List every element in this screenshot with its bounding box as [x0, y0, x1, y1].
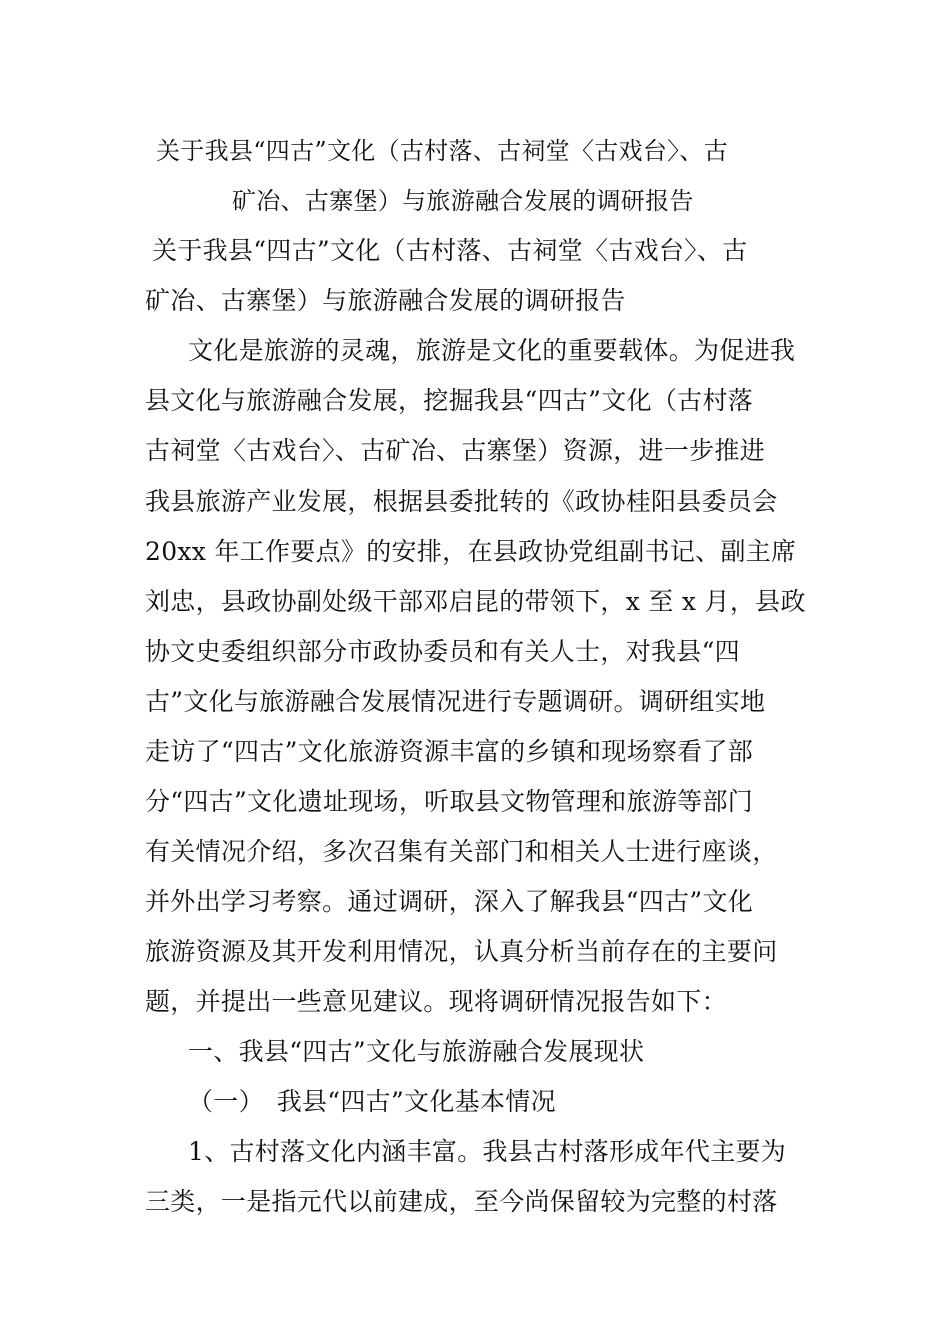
body-title-line-1: 关于我县“四古”文化（古村落、古祠堂〈古戏台〉、古: [152, 236, 748, 265]
intro-line-7: 协文史委组织部分市政协委员和有关人士，对我县“四: [145, 637, 740, 666]
subsection-heading: （一） 我县“四古”文化基本情况: [188, 1087, 556, 1116]
intro-line-14: 题，并提出一些意见建议。现将调研情况报告如下：: [145, 987, 727, 1016]
intro-line-4: 我县旅游产业发展，根据县委批转的《政协桂阳县委员会: [145, 487, 778, 516]
intro-line-5: 20xx 年工作要点》的安排，在县政协党组副书记、副主席: [145, 537, 797, 566]
intro-line-6: 刘忠，县政协副处级干部邓启昆的带领下，x 至 x 月，县政: [145, 587, 806, 616]
intro-line-13: 旅游资源及其开发利用情况，认真分析当前存在的主要问: [145, 937, 778, 966]
intro-line-9: 走访了“四古”文化旅游资源丰富的乡镇和现场察看了部: [145, 737, 754, 766]
intro-line-12: 并外出学习考察。通过调研，深入了解我县“四古”文化: [145, 887, 754, 916]
section-heading: 一、我县“四古”文化与旅游融合发展现状: [188, 1037, 645, 1066]
item1-line-2: 三类，一是指元代以前建成，至今尚保留较为完整的村落: [145, 1187, 778, 1216]
intro-line-3: 古祠堂〈古戏台〉、古矿冶、古寨堡）资源，进一步推进: [145, 436, 766, 465]
intro-line-11: 有关情况介绍，多次召集有关部门和相关人士进行座谈，: [145, 837, 778, 866]
intro-line-1: 文化是旅游的灵魂，旅游是文化的重要载体。为促进我: [188, 336, 796, 365]
body-title-line-2: 矿冶、古寨堡）与旅游融合发展的调研报告: [145, 286, 626, 315]
item1-line-1: 1、古村落文化内涵丰富。我县古村落形成年代主要为: [188, 1137, 787, 1166]
header-title-line-2: 矿冶、古寨堡）与旅游融合发展的调研报告: [232, 187, 694, 215]
header-title-line-1: 关于我县“四古”文化（古村落、古祠堂〈古戏台〉、古: [156, 137, 729, 165]
intro-line-8: 古”文化与旅游融合发展情况进行专题调研。调研组实地: [145, 687, 766, 716]
intro-line-10: 分“四古”文化遗址现场，听取县文物管理和旅游等部门: [145, 787, 754, 816]
intro-line-2: 县文化与旅游融合发展，挖掘我县“四古”文化（古村落: [145, 386, 754, 415]
